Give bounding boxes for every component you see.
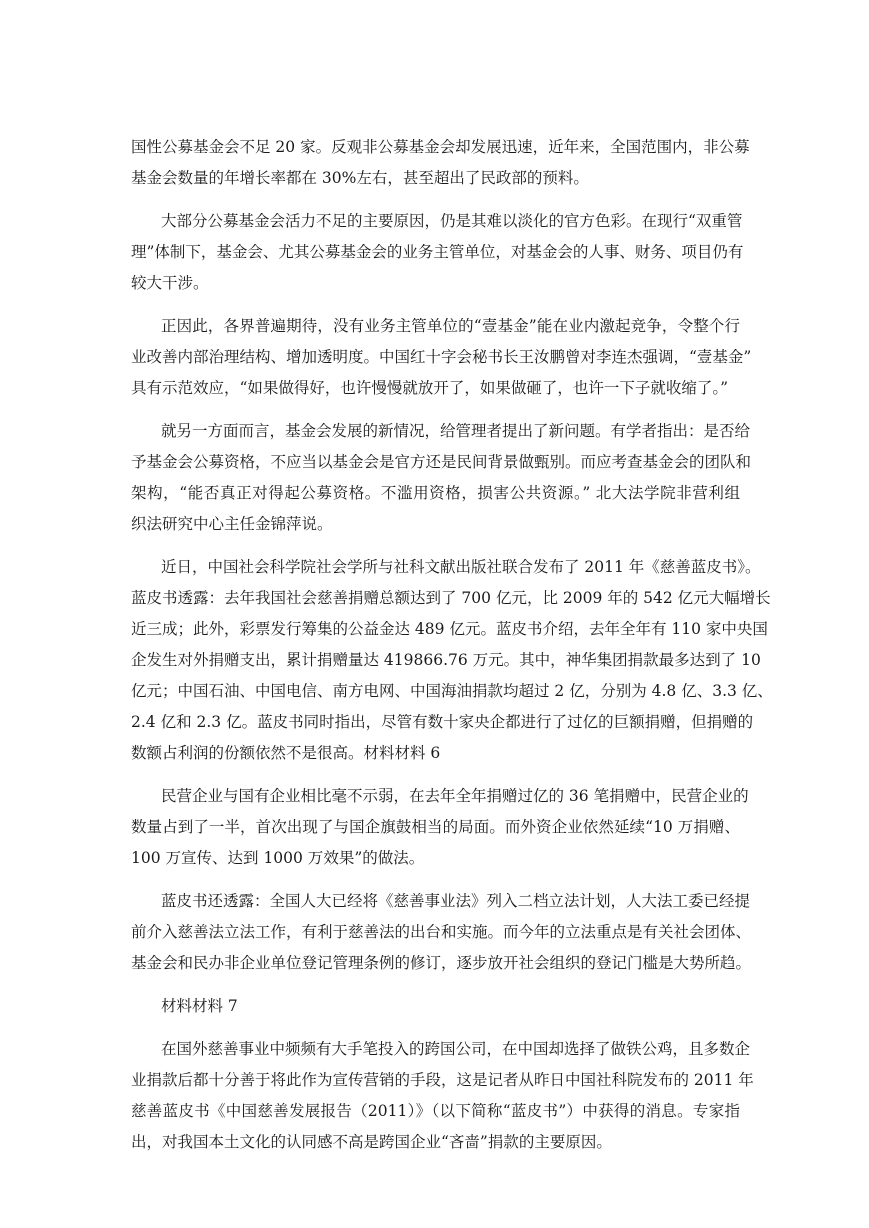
text-line: 予基金会公募资格，不应当以基金会是官方还是民间背景做甄别。而应考查基金会的团队和 [131,453,752,471]
paragraph [131,1034,754,1158]
text-line: 慈善蓝皮书《中国慈善发展报告（2011）》（以下简称“蓝皮书”）中获得的消息。专家指 [131,1102,740,1120]
text-line: 较大干涉。 [131,274,209,292]
text-line: 2.4 亿和 2.3 亿。蓝皮书同时指出，尽管有数十家央企都进行了过亿的巨额捐赠，但捐赠的 [131,713,754,731]
text-line: 材料材料 7 [161,997,238,1015]
document-page [131,132,773,1158]
text-line: 基金会数量的年增长率都在 30%左右，甚至超出了民政部的预料。 [131,169,589,187]
paragraph [131,991,740,1022]
paragraph-spacer [131,1022,740,1034]
text-line: 大部分公募基金会活力不足的主要原因，仍是其难以淡化的官方色彩。在现行“双重管 [161,212,743,230]
text-line: 业改善内部治理结构、增加透明度。中国红十字会秘书长王汝鹏曾对李连杰强调，“壹基金” [131,348,752,366]
text-line: 近日，中国社会科学院社会学所与社科文献出版社联合发布了 2011 年《慈善蓝皮书》。 [161,558,761,576]
text-line: 蓝皮书透露：去年我国社会慈善捐赠总额达到了 700 亿元，比 2009 年的 542 亿元大幅增长 [131,589,771,607]
text-line: 理”体制下，基金会、尤其公募基金会的业务主管单位，对基金会的人事、财务、项目仍有 [131,243,744,261]
paragraph [131,132,750,194]
text-line: 织法研究中心主任金锦萍说。 [131,515,333,533]
text-line: 民营企业与国有企业相比毫不示弱，在去年全年捐赠过亿的 36 笔捐赠中，民营企业的 [161,787,749,805]
paragraph-spacer [131,299,740,311]
text-line: 亿元；中国石油、中国电信、南方电网、中国海油捐款均超过 2 亿，分别为 4.8 亿、3.3 亿、 [131,682,773,700]
paragraph [131,206,744,299]
text-line: 正因此，各界普遍期待，没有业务主管单位的“壹基金”能在业内激起竞争，令整个行 [161,317,740,335]
paragraph-spacer [131,404,740,416]
paragraph-spacer [131,979,740,991]
text-line: 架构，“能否真正对得起公募资格。不滥用资格，损害公共资源。” 北大法学院非营利组 [131,484,740,502]
text-line: 国性公募基金会不足 20 家。反观非公募基金会却发展迅速，近年来，全国范围内，非公募 [131,138,750,156]
paragraph [131,552,773,769]
text-line: 在国外慈善事业中频频有大手笔投入的跨国公司，在中国却选择了做铁公鸡，且多数企 [161,1040,751,1058]
paragraph [131,311,752,404]
text-line: 蓝皮书还透露：全国人大已经将《慈善事业法》列入二档立法计划，人大法工委已经提 [161,892,751,910]
paragraph-spacer [131,769,740,781]
text-line: 具有示范效应，“如果做得好，也许慢慢就放开了，如果做砸了，也许一下子就收缩了。” [131,379,729,397]
text-line: 企发生对外捐赠支出，累计捐赠量达 419866.76 万元。其中，神华集团捐款最多达到了 10 [131,651,761,669]
paragraph-spacer [131,540,740,552]
text-line: 近三成；此外，彩票发行筹集的公益金达 489 亿元。蓝皮书介绍，去年全年有 110 家中央国 [131,620,768,638]
paragraph [131,416,752,540]
text-line: 前介入慈善法立法工作，有利于慈善法的出台和实施。而今年的立法重点是有关社会团体、 [131,923,752,941]
paragraph [131,886,752,979]
paragraph [131,781,749,874]
text-line: 业捐款后都十分善于将此作为宣传营销的手段，这是记者从昨日中国社科院发布的 2011 年 [131,1071,754,1089]
text-line: 就另一方面而言，基金会发展的新情况，给管理者提出了新问题。有学者指出：是否给 [161,422,751,440]
text-line: 100 万宣传、达到 1000 万效果”的做法。 [131,849,425,867]
text-line: 数额占利润的份额依然不是很高。材料材料 6 [131,744,441,762]
text-line: 基金会和民办非企业单位登记管理条例的修订，逐步放开社会组织的登记门槛是大势所趋。 [131,954,752,972]
text-line: 出，对我国本土文化的认同感不高是跨国企业“吝啬”捐款的主要原因。 [131,1133,612,1151]
paragraph-spacer [131,194,740,206]
paragraph-spacer [131,874,740,886]
text-line: 数量占到了一半，首次出现了与国企旗鼓相当的局面。而外资企业依然延续“10 万捐赠、 [131,818,740,836]
